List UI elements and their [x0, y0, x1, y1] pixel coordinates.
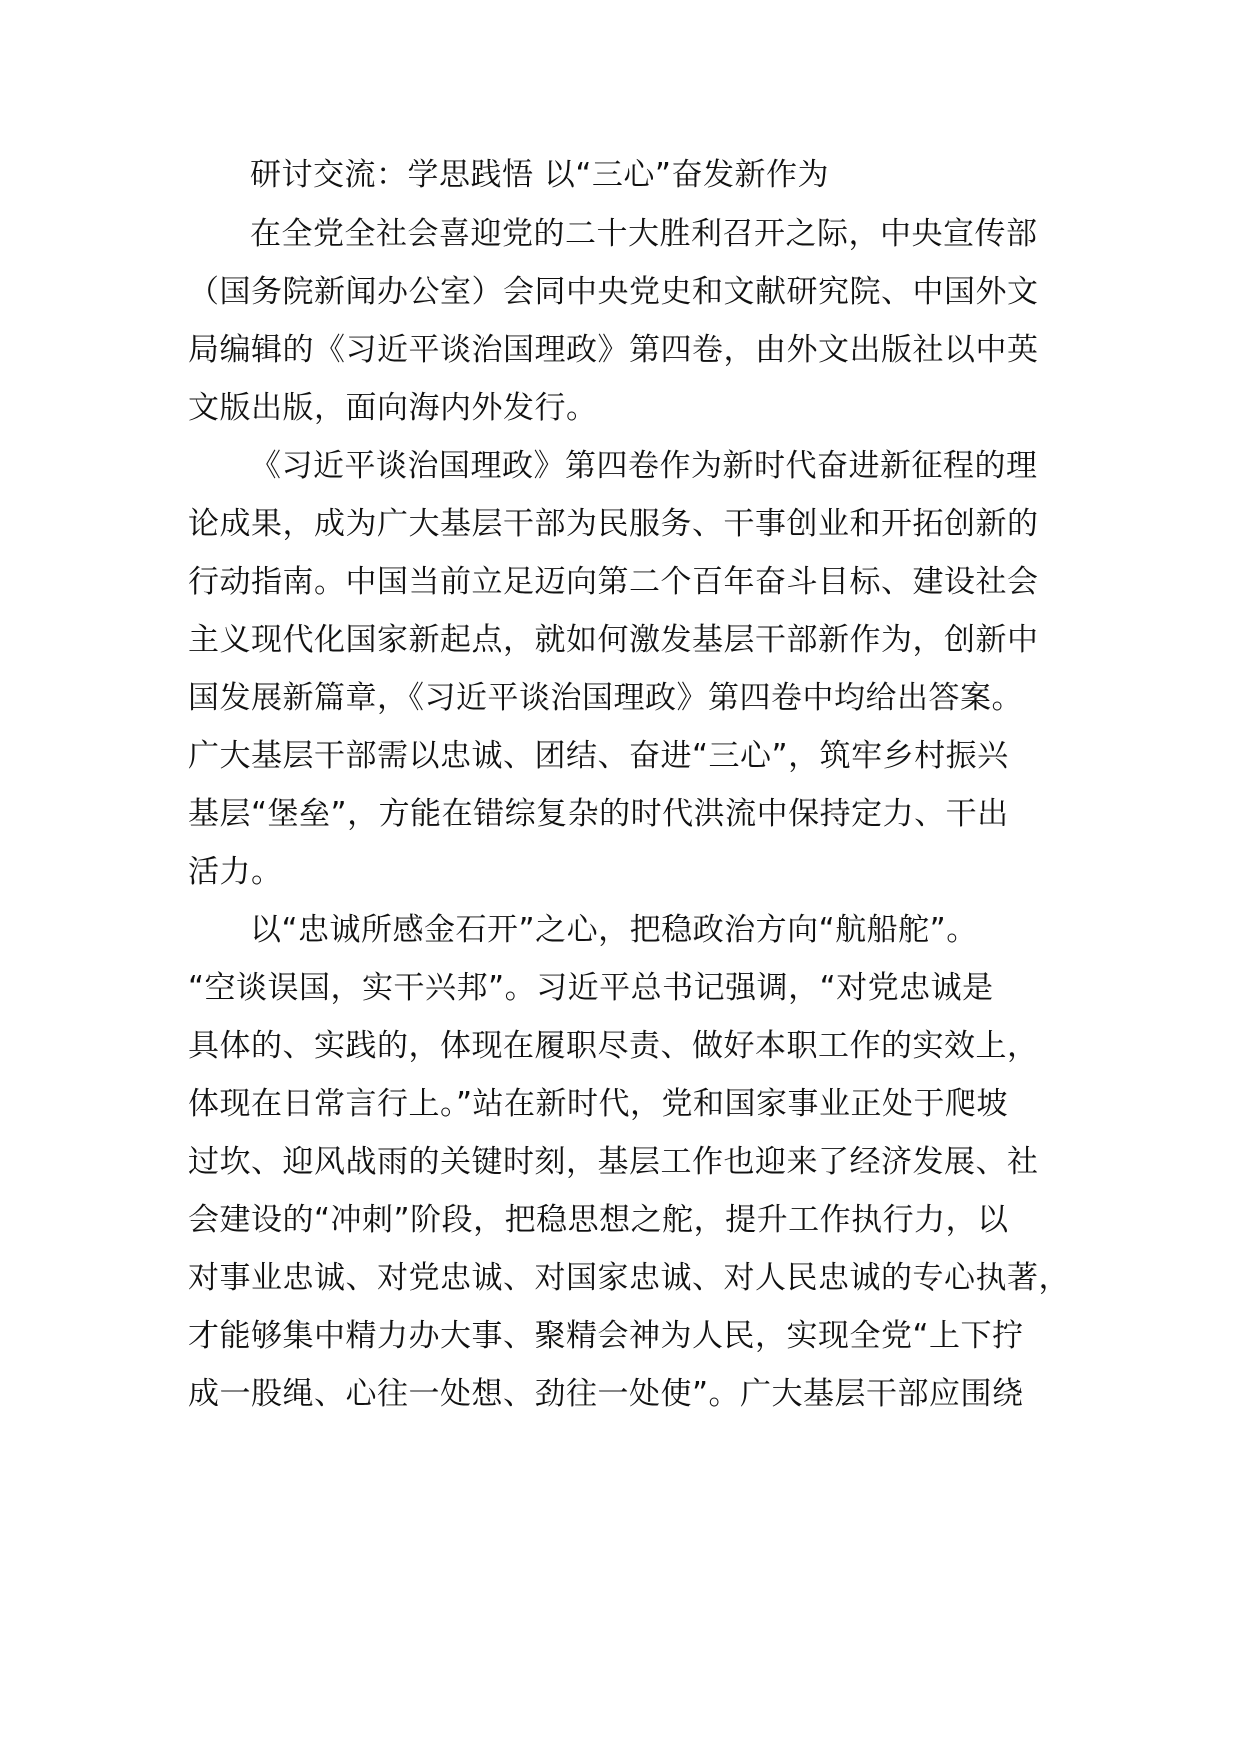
paragraph-line: 体现在日常言行上。”站在新时代，党和国家事业正处于爬坡	[188, 1086, 1009, 1122]
paragraph-line: 广大基层干部需以忠诚、团结、奋进“三心”，筑牢乡村振兴	[188, 738, 1009, 774]
paragraph-line: 具体的、实践的，体现在履职尽责、做好本职工作的实效上，	[188, 1028, 1039, 1064]
paragraph-line: 行动指南。中国当前立足迈向第二个百年奋斗目标、建设社会	[188, 564, 1039, 600]
document-title: 研讨交流：学思践悟 以“三心”奋发新作为	[250, 157, 829, 193]
paragraph-line: 基层“堡垒”，方能在错综复杂的时代洪流中保持定力、干出	[188, 796, 1009, 832]
paragraph-line: 主义现代化国家新起点，就如何激发基层干部新作为，创新中	[188, 622, 1039, 658]
paragraph-line: 过坎、迎风战雨的关键时刻，基层工作也迎来了经济发展、社	[188, 1144, 1039, 1180]
paragraph-line: 活力。	[188, 854, 283, 890]
paragraph-line: 文版出版，面向海内外发行。	[188, 390, 598, 426]
paragraph-line: 对事业忠诚、对党忠诚、对国家忠诚、对人民忠诚的专心执著，	[188, 1260, 1070, 1296]
paragraph-line: 局编辑的《习近平谈治国理政》第四卷，由外文出版社以中英	[188, 332, 1039, 368]
paragraph-line: （国务院新闻办公室）会同中央党史和文献研究院、中国外文	[188, 274, 1039, 310]
paragraph-line: 国发展新篇章，《习近平谈治国理政》第四卷中均给出答案。	[188, 680, 1023, 716]
paragraph-line: 会建设的“冲刺”阶段，把稳思想之舵，提升工作执行力，以	[188, 1202, 1009, 1238]
paragraph-line: 以“忠诚所感金石开”之心，把稳政治方向“航船舵”。	[250, 912, 978, 948]
paragraph-line: 论成果，成为广大基层干部为民服务、干事创业和开拓创新的	[188, 506, 1039, 542]
paragraph-line: “空谈误国，实干兴邦”。习近平总书记强调，“对党忠诚是	[188, 970, 994, 1006]
paragraph-line: 才能够集中精力办大事、聚精会神为人民，实现全党“上下拧	[188, 1318, 1024, 1354]
paragraph-line: 在全党全社会喜迎党的二十大胜利召开之际，中央宣传部	[250, 216, 1038, 252]
paragraph-line: 成一股绳、心往一处想、劲往一处使”。广大基层干部应围绕	[188, 1376, 1024, 1412]
paragraph-line: 《习近平谈治国理政》第四卷作为新时代奋进新征程的理	[250, 448, 1038, 484]
